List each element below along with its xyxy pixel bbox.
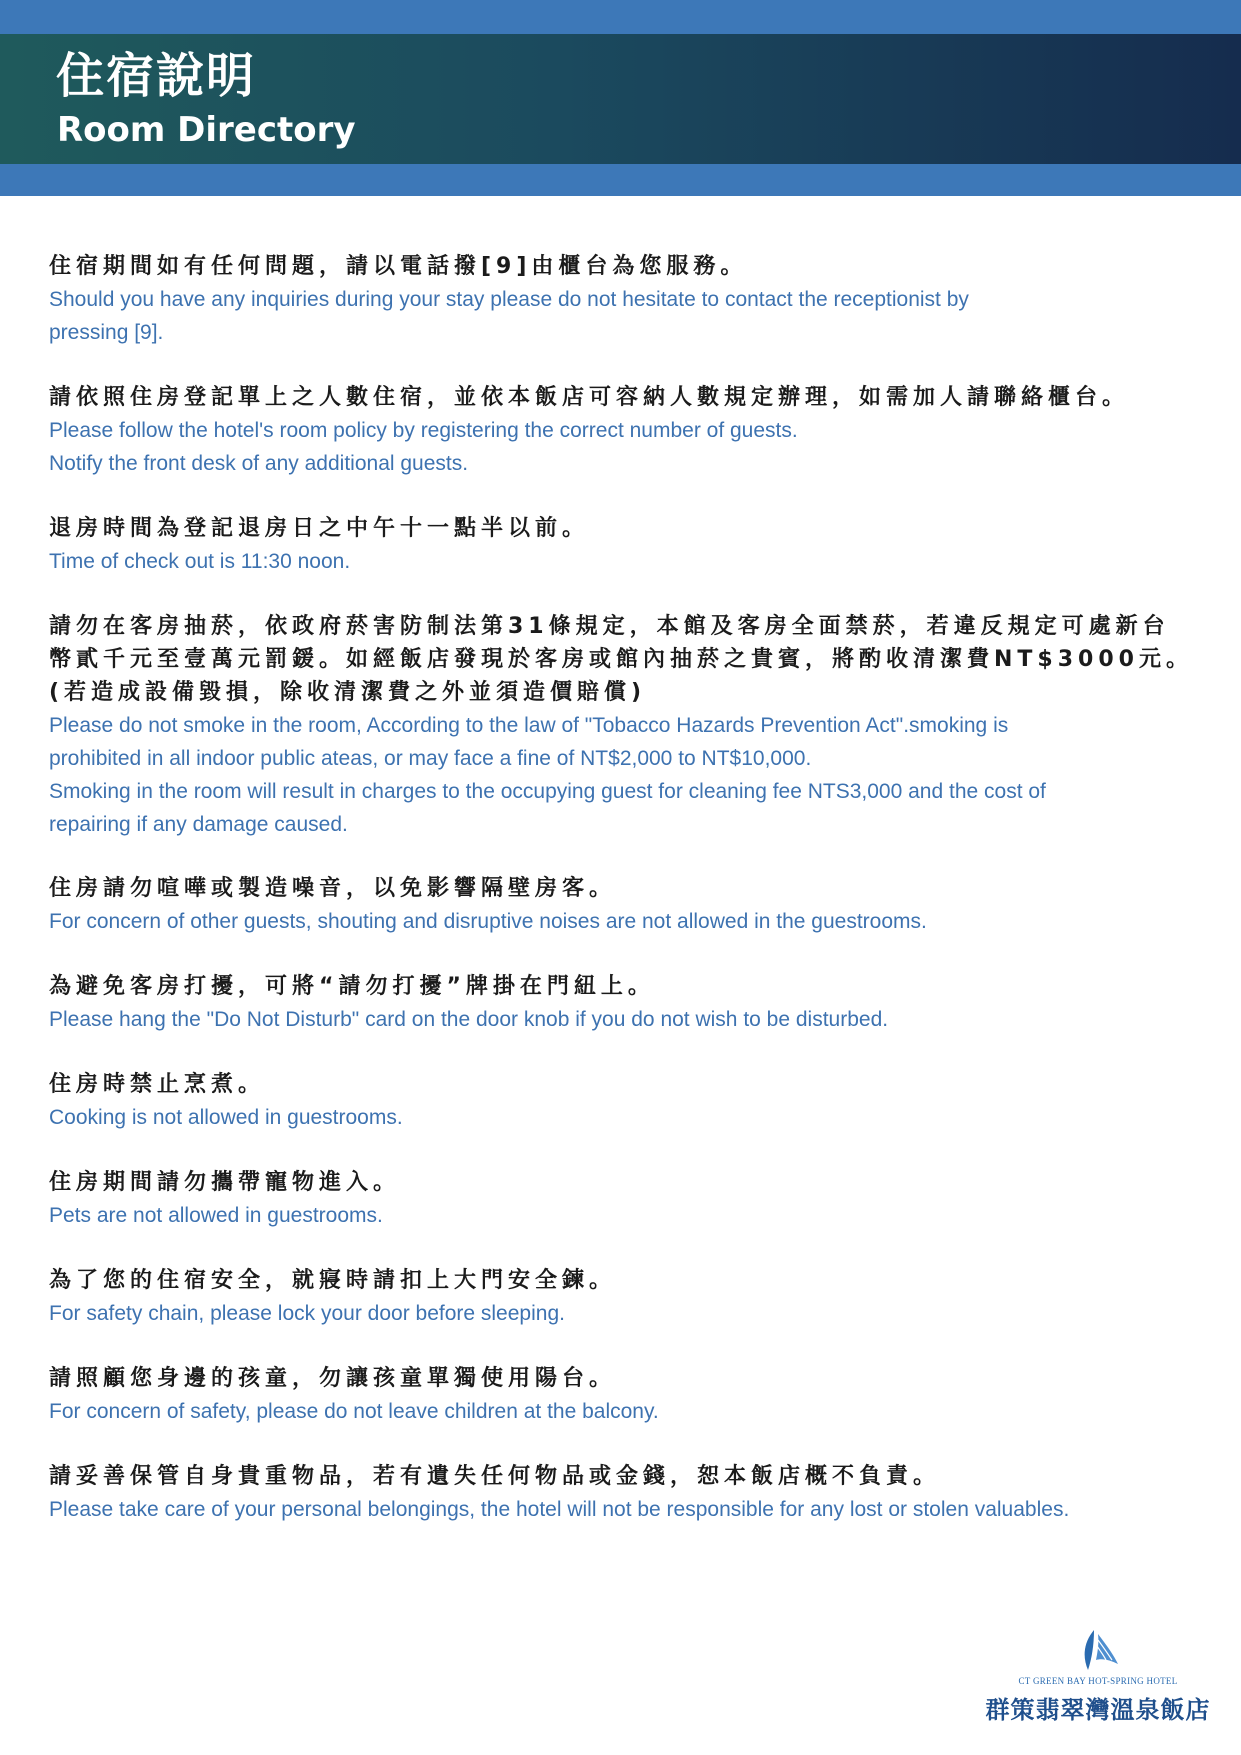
rule-text-chinese: 為了您的住宿安全，就寢時請扣上大門安全鍊。 bbox=[49, 1268, 617, 1293]
rule-text-chinese: 退房時間為登記退房日之中午十一點半以前。 bbox=[49, 516, 590, 541]
rule-item bbox=[49, 512, 589, 578]
rule-text-english: For concern of safety, please do not leave children at the balcony. bbox=[49, 1400, 659, 1423]
rule-item bbox=[49, 1264, 616, 1330]
rule-text-chinese: 住房請勿喧嘩或製造噪音，以免影響隔壁房客。 bbox=[49, 876, 617, 901]
rule-text-chinese: 請依照住房登記單上之人數住宿，並依本飯店可容納人數規定辦理，如需加人請聯絡櫃台。 bbox=[49, 385, 1130, 410]
rule-text-english: Should you have any inquiries during your stay please do not hesitate to contact the receptionist by pressing [9]. bbox=[49, 288, 969, 344]
rule-item bbox=[49, 970, 888, 1036]
rule-item bbox=[49, 1068, 403, 1134]
logo-english-name: CT GREEN BAY HOT-SPRING HOTEL bbox=[1018, 1676, 1178, 1686]
rule-item bbox=[49, 1460, 1069, 1526]
rule-text-english: Please do not smoke in the room, According to the law of "Tobacco Hazards Prevention Act".smoking is prohibited in all indoor public ateas, or may face a fine of NT$2,000 to NT$10,000. Smoking in the room will result in charges to the occupying guest for cleaning fee NTS3,000 and the cost of repairing if any damage caused. bbox=[49, 714, 1046, 836]
rule-text-chinese: 為避免客房打擾，可將“請勿打擾”牌掛在門紐上。 bbox=[49, 974, 655, 999]
rule-text-english: Please follow the hotel's room policy by registering the correct number of guests. Notify the front desk of any additional guests. bbox=[49, 419, 798, 475]
rule-item bbox=[49, 872, 927, 938]
rule-text-english: Please hang the "Do Not Disturb" card on the door knob if you do not wish to be disturbed. bbox=[49, 1008, 889, 1031]
rule-item bbox=[49, 250, 969, 349]
rule-text-english: For safety chain, please lock your door before sleeping. bbox=[49, 1302, 565, 1325]
rule-text-chinese: 住房時禁止烹煮。 bbox=[49, 1072, 266, 1097]
rule-item bbox=[49, 610, 1193, 841]
rule-item bbox=[49, 1362, 659, 1428]
header-bottom-stripe bbox=[0, 164, 1241, 196]
header-top-stripe bbox=[0, 0, 1241, 34]
rule-text-english: Cooking is not allowed in guestrooms. bbox=[49, 1106, 403, 1129]
rule-text-english: Time of check out is 11:30 noon. bbox=[49, 550, 351, 573]
sail-logo-icon bbox=[1074, 1628, 1122, 1672]
rule-text-english: Please take care of your personal belongings, the hotel will not be responsible for any lost or stolen valuables. bbox=[49, 1498, 1070, 1521]
rule-text-chinese: 請照顧您身邊的孩童，勿讓孩童單獨使用陽台。 bbox=[49, 1366, 617, 1391]
rule-item bbox=[49, 1166, 400, 1232]
page-title-chinese: 住宿說明 bbox=[56, 48, 257, 104]
rule-item bbox=[49, 381, 1129, 480]
rule-text-chinese: 請妥善保管自身貴重物品，若有遺失任何物品或金錢，恕本飯店概不負責。 bbox=[49, 1464, 941, 1489]
page-title-english: Room Directory bbox=[57, 110, 356, 150]
rule-text-english: Pets are not allowed in guestrooms. bbox=[49, 1204, 383, 1227]
hotel-logo bbox=[978, 1628, 1218, 1728]
rule-text-chinese: 住房期間請勿攜帶寵物進入。 bbox=[49, 1170, 401, 1195]
rule-text-chinese: 住宿期間如有任何問題，請以電話撥[9]由櫃台為您服務。 bbox=[49, 254, 748, 279]
rule-text-english: For concern of other guests, shouting and disruptive noises are not allowed in the guestrooms. bbox=[49, 910, 927, 933]
logo-chinese-name: 群策翡翠灣溫泉飯店 bbox=[985, 1695, 1211, 1724]
rule-text-chinese: 請勿在客房抽菸，依政府菸害防制法第31條規定，本館及客房全面禁菸，若違反規定可處新台 幣貳千元至壹萬元罰鍰。如經飯店發現於客房或館內抽菸之貴賓，將酌收清潔費NT$3000元。 (若造成設備毀損，除收清潔費之外並須造價賠償) bbox=[49, 614, 1193, 705]
